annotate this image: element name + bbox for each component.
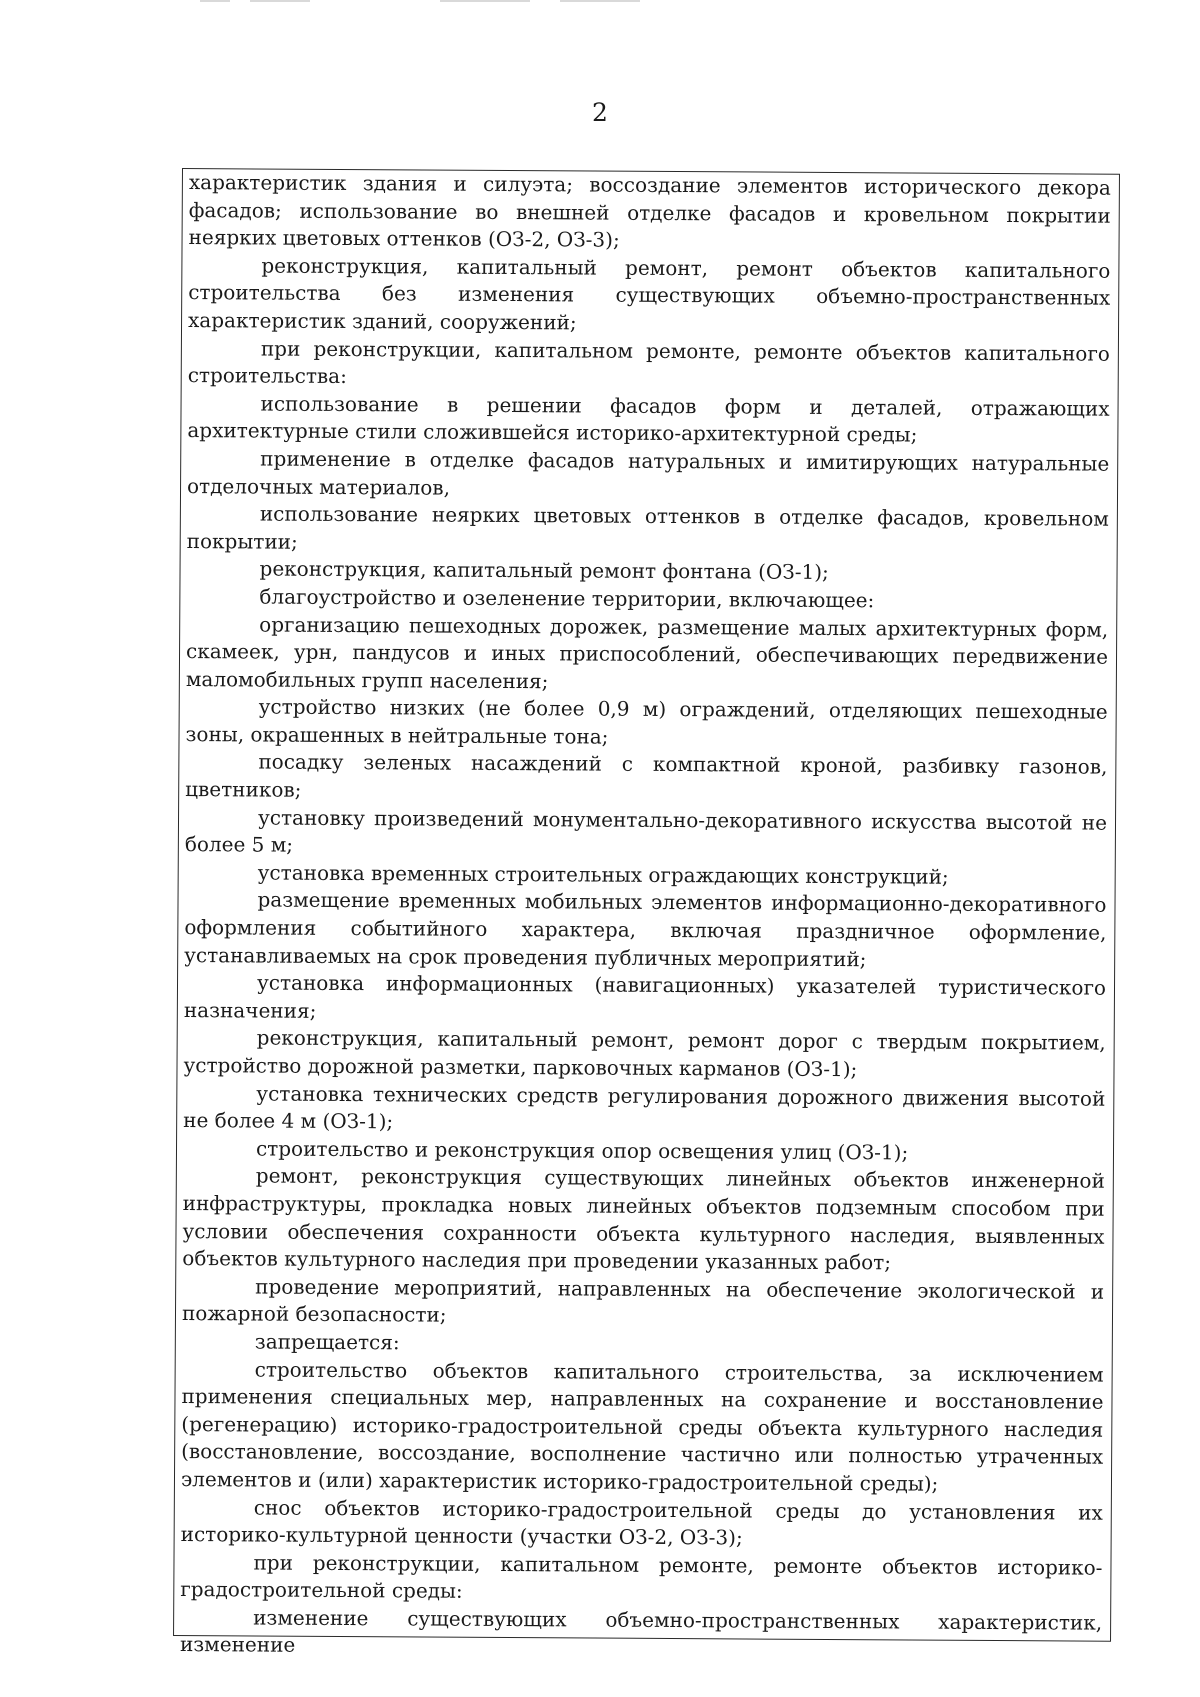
paragraph: организацию пешеходных дорожек, размещение малых архитектурных форм, скамеек, урн, пандусов и иных приспособлений, обеспечивающих передвижение маломобильных групп населения;	[185, 611, 1109, 693]
paragraph: установка информационных (навигационных) указателей туристического назначения;	[183, 970, 1107, 1023]
paragraph: реконструкция, капитальный ремонт, ремонт дорог с твердым покрытием, устройство дорожной разметки, парковочных карманов (ОЗ-1);	[183, 1025, 1106, 1082]
paragraph: запрещается:	[254, 1329, 400, 1355]
paragraph: устройство низких (не более 0,9 м) ограждений, отделяющих пешеходные зоны, окрашенных в нейтральные тона;	[185, 694, 1108, 749]
paragraph: использование неярких цветовых оттенков в отделке фасадов, кровельном покрытии;	[186, 501, 1109, 554]
paragraph: установка технических средств регулирования дорожного движения высотой не более 4 м (ОЗ-1);	[183, 1081, 1106, 1134]
paragraph: строительство объектов капитального строительства, за исключением применения специальных мер, направленных на сохранение и восстановление (регенерацию) историко-градостроительной среды объекта культурного наследия (восстановление, воссоздание, восполнение частично или полностью утраченных элементов и (или) характеристик историко-градостроительной среды);	[180, 1356, 1104, 1496]
paragraph: реконструкция, капитальный ремонт, ремонт объектов капитального строительства без изменения существующих объемно-пространственных характеристик зданий, сооружений;	[187, 253, 1111, 335]
paragraph: посадку зеленых насаждений с компактной кроной, разбивку газонов, цветников;	[185, 749, 1108, 802]
paragraph: снос объектов историко-градостроительной среды до установления их историко-культурной ценности (участки ОЗ-2, ОЗ-3);	[180, 1494, 1103, 1550]
paragraph: реконструкция, капитальный ремонт фонтана (ОЗ-1);	[259, 556, 829, 585]
paragraph: размещение временных мобильных элементов информационно-декоративного оформления событийного характера, включая праздничное оформление, устанавливаемых на срок проведения публичных мероприятий;	[184, 887, 1107, 971]
paragraph: изменение существующих объемно-пространственных характеристик, изменение	[179, 1605, 1103, 1658]
scan-artifact	[250, 0, 310, 2]
paragraph: строительство и реконструкция опор освещения улиц (ОЗ-1);	[255, 1136, 909, 1165]
content-frame	[173, 168, 1120, 1658]
paragraph: применение в отделке фасадов натуральных и имитирующих натуральные отделочных материалов,	[186, 446, 1110, 500]
page-number: 2	[592, 98, 608, 127]
paragraph: характеристик здания и силуэта; воссоздание элементов исторического декора фасадов; использование во внешней отделке фасадов и кровельном покрытии неярких цветовых оттенков (ОЗ-2, ОЗ-3);	[188, 170, 1111, 252]
scan-artifact	[200, 0, 230, 2]
paragraph: использование в решении фасадов форм и деталей, отражающих архитектурные стили сложившейся историко-архитектурной среды;	[187, 391, 1110, 447]
paragraph: благоустройство и озеленение территории, включающее:	[259, 584, 875, 613]
scan-artifact	[440, 0, 530, 2]
paragraph: проведение мероприятий, направленных на обеспечение экологической и пожарной безопасности;	[181, 1274, 1105, 1327]
document-body	[174, 169, 1121, 1665]
scan-artifact	[560, 0, 640, 2]
paragraph: установку произведений монументально-декоративного искусства высотой не более 5 м;	[184, 805, 1108, 857]
paragraph: ремонт, реконструкция существующих линейных объектов инженерной инфраструктуры, прокладка новых линейных объектов подземным способом при условии обеспечения сохранности объекта культурного наследия, выявленных объектов культурного наследия при проведении указанных работ;	[182, 1163, 1105, 1275]
paragraph: при реконструкции, капитальном ремонте, ремонте объектов историко-градостроительной среды:	[180, 1550, 1103, 1604]
paragraph: установка временных строительных ограждающих конструкций;	[257, 860, 949, 889]
paragraph: при реконструкции, капитальном ремонте, ремонте объектов капитального строительства:	[187, 336, 1110, 389]
